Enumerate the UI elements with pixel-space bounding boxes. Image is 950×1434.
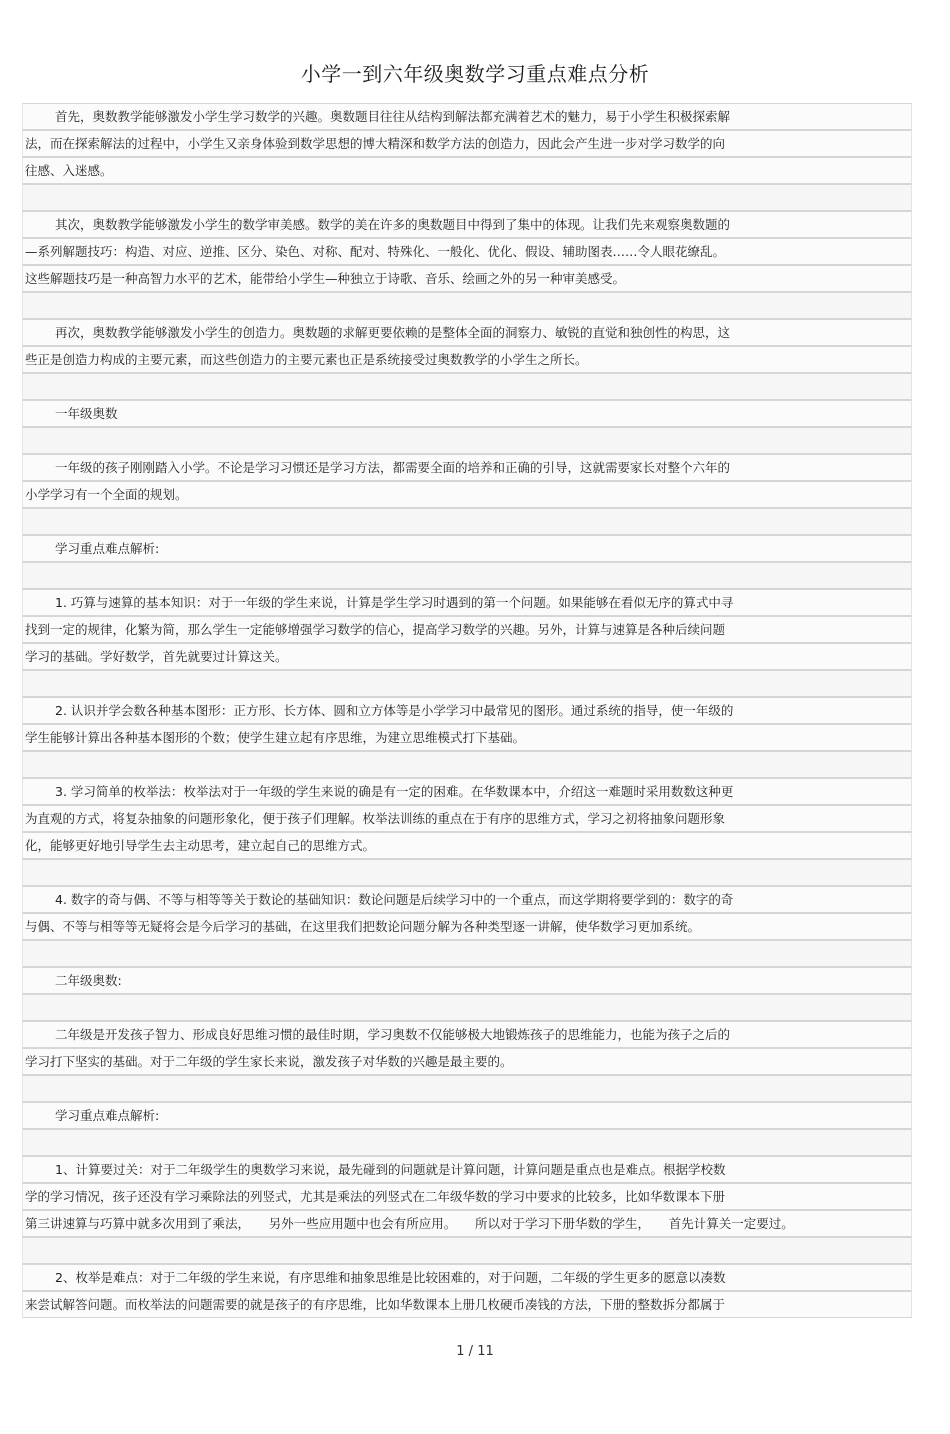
page-separator: / bbox=[468, 1344, 474, 1359]
text-line: 学习重点难点解析: bbox=[22, 1102, 912, 1129]
text-line: 3. 学习简单的枚举法：枚举法对于一年级的学生来说的确是有一定的困难。在华数课本中，介绍这一难题时采用数数这种更 bbox=[22, 778, 912, 805]
text-line: 来尝试解答问题。而枚举法的问题需要的就是孩子的有序思维，比如华数课本上册几枚硬币凑钱的方法，下册的整数拆分都属于 bbox=[22, 1291, 912, 1318]
blank-line bbox=[22, 427, 912, 454]
document-body bbox=[22, 103, 912, 1318]
text-line: 首先，奥数教学能够激发小学生学习数学的兴趣。奥数题目往往从结构到解法都充满着艺术的魅力，易于小学生积极探索解 bbox=[22, 103, 912, 130]
page-footer bbox=[0, 1344, 950, 1359]
text-line: 学的学习情况，孩子还没有学习乘除法的列竖式，尤其是乘法的列竖式在二年级华数的学习中要求的比较多，比如华数课本下册 bbox=[22, 1183, 912, 1210]
document-title: 小学一到六年级奥数学习重点难点分析 bbox=[300, 62, 650, 86]
text-line: 法，而在探索解法的过程中，小学生又亲身体验到数学思想的博大精深和数学方法的创造力，因此会产生进一步对学习数学的向 bbox=[22, 130, 912, 157]
text-line: 一年级的孩子刚刚踏入小学。不论是学习习惯还是学习方法，都需要全面的培养和正确的引导，这就需要家长对整个六年的 bbox=[22, 454, 912, 481]
text-line: 学生能够计算出各种基本图形的个数；使学生建立起有序思维，为建立思维模式打下基础。 bbox=[22, 724, 912, 751]
blank-line bbox=[22, 562, 912, 589]
blank-line bbox=[22, 373, 912, 400]
blank-line bbox=[22, 859, 912, 886]
blank-line bbox=[22, 508, 912, 535]
blank-line bbox=[22, 1075, 912, 1102]
blank-line bbox=[22, 670, 912, 697]
page-number: 1 bbox=[456, 1344, 465, 1359]
text-line: 这些解题技巧是一种高智力水平的艺术，能带给小学生—种独立于诗歌、音乐、绘画之外的另一种审美感受。 bbox=[22, 265, 912, 292]
text-line: 学习打下坚实的基础。对于二年级的学生家长来说，激发孩子对华数的兴趣是最主要的。 bbox=[22, 1048, 912, 1075]
text-line: 1、计算要过关：对于二年级学生的奥数学习来说，最先碰到的问题就是计算问题，计算问题是重点也是难点。根据学校数 bbox=[22, 1156, 912, 1183]
page-total: 11 bbox=[477, 1344, 494, 1359]
text-line: 小学学习有一个全面的规划。 bbox=[22, 481, 912, 508]
blank-line bbox=[22, 1237, 912, 1264]
text-line: 与偶、不等与相等等无疑将会是今后学习的基础，在这里我们把数论问题分解为各种类型逐一讲解，使华数学习更加系统。 bbox=[22, 913, 912, 940]
text-line: 一年级奥数 bbox=[22, 400, 912, 427]
text-line: 化，能够更好地引导学生去主动思考，建立起自己的思维方式。 bbox=[22, 832, 912, 859]
blank-line bbox=[22, 1129, 912, 1156]
text-line: 2. 认识并学会数各种基本图形：正方形、长方体、圆和立方体等是小学学习中最常见的图形。通过系统的指导，使一年级的 bbox=[22, 697, 912, 724]
text-line: 1. 巧算与速算的基本知识：对于一年级的学生来说，计算是学生学习时遇到的第一个问题。如果能够在看似无序的算式中寻 bbox=[22, 589, 912, 616]
text-line: —系列解题技巧：构造、对应、逆推、区分、染色、对称、配对、特殊化、一般化、优化、假设、辅助图表……令人眼花缭乱。 bbox=[22, 238, 912, 265]
text-line: 4. 数字的奇与偶、不等与相等等关于数论的基础知识：数论问题是后续学习中的一个重点，而这学期将要学到的：数字的奇 bbox=[22, 886, 912, 913]
text-line: 2、枚举是难点：对于二年级的学生来说，有序思维和抽象思维是比较困难的，对于问题，二年级的学生更多的愿意以凑数 bbox=[22, 1264, 912, 1291]
text-line: 学习重点难点解析: bbox=[22, 535, 912, 562]
blank-line bbox=[22, 751, 912, 778]
text-line: 学习的基础。学好数学，首先就要过计算这关。 bbox=[22, 643, 912, 670]
blank-line bbox=[22, 940, 912, 967]
text-line: 为直观的方式，将复杂抽象的问题形象化，便于孩子们理解。枚举法训练的重点在于有序的思维方式，学习之初将抽象问题形象 bbox=[22, 805, 912, 832]
text-line: 找到一定的规律，化繁为简，那么学生一定能够增强学习数学的信心，提高学习数学的兴趣。另外，计算与速算是各种后续问题 bbox=[22, 616, 912, 643]
text-line: 再次，奥数教学能够激发小学生的创造力。奥数题的求解更要依赖的是整体全面的洞察力、敏锐的直觉和独创性的构思，这 bbox=[22, 319, 912, 346]
blank-line bbox=[22, 292, 912, 319]
text-line: 第三讲速算与巧算中就多次用到了乘法， 另外一些应用题中也会有所应用。 所以对于学习下册华数的学生， 首先计算关一定要过。 bbox=[22, 1210, 912, 1237]
blank-line bbox=[22, 994, 912, 1021]
text-line: 二年级是开发孩子智力、形成良好思维习惯的最佳时期，学习奥数不仅能够极大地锻炼孩子的思维能力，也能为孩子之后的 bbox=[22, 1021, 912, 1048]
blank-line bbox=[22, 184, 912, 211]
text-line: 二年级奥数: bbox=[22, 967, 912, 994]
text-line: 往感、入迷感。 bbox=[22, 157, 912, 184]
text-line: 其次，奥数教学能够激发小学生的数学审美感。数学的美在许多的奥数题目中得到了集中的体现。让我们先来观察奥数题的 bbox=[22, 211, 912, 238]
text-line: 些正是创造力构成的主要元素，而这些创造力的主要元素也正是系统接受过奥数教学的小学生之所长。 bbox=[22, 346, 912, 373]
